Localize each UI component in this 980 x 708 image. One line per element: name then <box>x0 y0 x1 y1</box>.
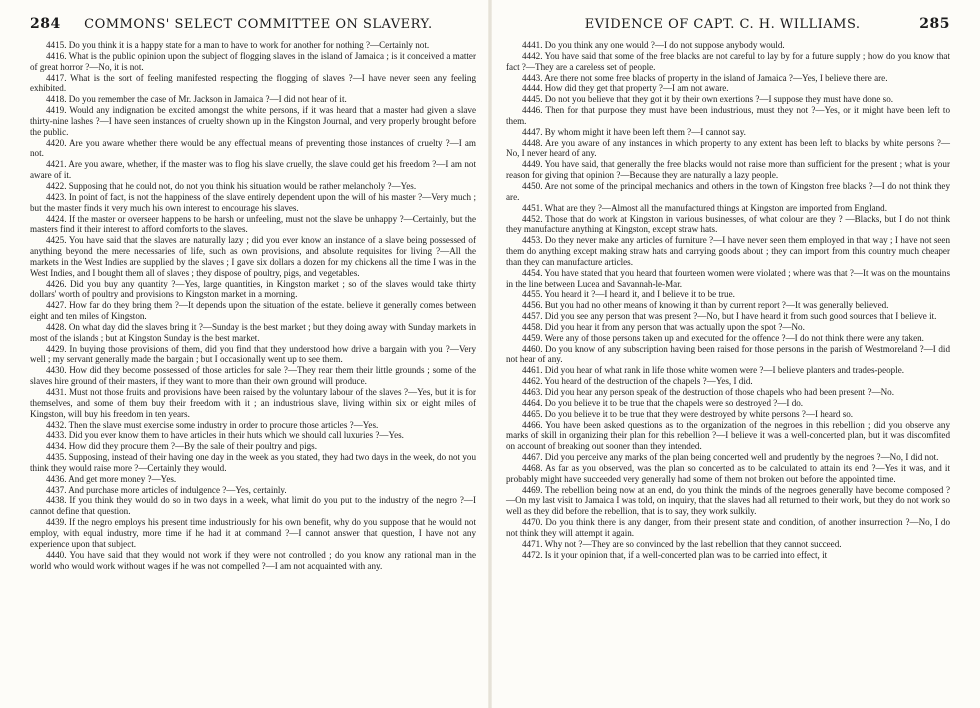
right-running-head: EVIDENCE OF CAPT. C. H. WILLIAMS. <box>584 17 861 32</box>
testimony-entry: 4421. Are you aware, whether, if the master was to flog his slave cruelly, the slave could get his freedom ?—I am not aware of it. <box>30 159 476 181</box>
testimony-entry: 4446. Then for that purpose they must have been industrious, must they not ?—Yes, or it might have been left to them. <box>506 105 950 126</box>
testimony-entry: 4458. Did you hear it from any person that was actually upon the spot ?—No. <box>522 321 805 332</box>
testimony-entry: 4433. Did you ever know them to have articles in their huts which we should call luxuries ?—Yes. <box>46 430 404 441</box>
testimony-entry: 4444. How did they get that property ?—I am not aware. <box>522 83 729 94</box>
left-page-number: 284 <box>30 16 61 32</box>
right-page-entries <box>506 40 950 561</box>
testimony-entry: 4422. Supposing that he could not, do not you think his situation would be rather melancholy ?—Yes. <box>46 180 417 191</box>
testimony-entry: 4468. As far as you observed, was the plan so concerted as to be calculated to attain its end ?—Yes it was, and it probably might have succeeded very generally had some of them not broken out before the appointed time. <box>506 462 950 484</box>
testimony-entry: 4471. Why not ?—They are so convinced by the last rebellion that they cannot succeed. <box>522 538 842 549</box>
testimony-entry: 4450. Are not some of the principal mechanics and others in the town of Kingston free blacks ?—I do not think they are. <box>506 180 950 202</box>
left-running-head: COMMONS' SELECT COMMITTEE ON SLAVERY. <box>84 17 433 32</box>
testimony-entry: 4427. How far do they bring them ?—It depends upon the situation of the estate. believe it generally comes between eight and ten miles of Kingston. <box>30 300 476 322</box>
testimony-entry: 4445. Do not you believe that they got it by their own exertions ?—I suppose they must have done so. <box>522 94 894 105</box>
testimony-entry: 4470. Do you think there is any danger, from their present state and condition, of another insurrection ?—No, I do not think they will attempt it again. <box>506 517 950 538</box>
testimony-entry: 4472. Is it your opinion that, if a well-concerted plan was to be carried into effect, it <box>522 549 828 560</box>
testimony-entry: 4416. What is the public opinion upon the subject of flogging slaves in the island of Jamaica ; is it conceived a matter of great horror ?—No, it is not. <box>30 50 476 72</box>
testimony-entry: 4418. Do you remember the case of Mr. Jackson in Jamaica ?—I did not hear of it. <box>46 94 347 105</box>
testimony-entry: 4434. How did they procure them ?—By the sale of their poultry and pigs. <box>46 441 317 452</box>
testimony-entry: 4443. Are there not some free blacks of property in the island of Jamaica ?—Yes, I believe there are. <box>522 72 888 83</box>
testimony-entry: 4420. Are you aware whether there would be any effectual means of preventing those instances of cruelty ?—I am not. <box>30 137 476 159</box>
testimony-entry: 4463. Did you hear any person speak of the destruction of those chapels who had been present ?—No. <box>522 387 894 397</box>
testimony-entry: 4435. Supposing, instead of their having one day in the week as you stated, they had two days in the week, do not you think they would raise more ?—Certainly they would. <box>30 452 476 473</box>
testimony-entry: 4440. You have said that they would not work if they were not controlled ; do you know any rational man in the world who would work without wages if he was not compelled ?—I am not acquainted with any. <box>30 549 476 571</box>
testimony-entry: 4452. Those that do work at Kingston in various businesses, of what colour are they ? —Blacks, but I do not think they manufacture anything at Kingston, except straw hats. <box>506 213 950 235</box>
testimony-entry: 4464. Do you believe it to be true that the chapels were so destroyed ?—I do. <box>522 397 804 408</box>
testimony-entry: 4465. Do you believe it to be true that they were destroyed by white persons ?—I heard so. <box>522 408 854 419</box>
testimony-entry: 4457. Did you see any person that was present ?—No, but I have heard it from such good sources that I believe it. <box>522 311 937 322</box>
testimony-entry: 4451. What are they ?—Almost all the manufactured things at Kingston are imported from England. <box>522 202 888 213</box>
testimony-entry: 4425. You have said that the slaves are naturally lazy ; did you ever know an instance of a slave being possessed of anything beyond the mere necessaries of life, such as own provisions, and absolute requisites for living ?—All the markets in the West Indies are supplied by the slaves ; I gave six dollars a dozen for my chickens all the time I was in the West Indies, and I bought them all of slaves ; they dispose of poultry, pigs, and vegetables. <box>30 235 476 278</box>
testimony-entry: 4459. Were any of those persons taken up and executed for the offence ?—I do not think there were any taken. <box>522 332 924 343</box>
testimony-entry: 4461. Did you hear of what rank in life those white women were ?—I believe planters and trades-people. <box>522 365 905 376</box>
testimony-entry: 4441. Do you think any one would ?—I do not suppose anybody would. <box>522 40 785 50</box>
testimony-entry: 4469. The rebellion being now at an end, do you think the minds of the negroes generally have become composed ?—On my last visit to Jamaica I was told, on inquiry, that the slaves had all returned to their work, but they do not work so well as they did before the rebellion, that is to say, they work sulkily. <box>506 484 950 517</box>
testimony-entry: 4454. You have stated that you heard that fourteen women were violated ; where was that ?—It was on the mountains in the line between Lucea and Savannah-le-Mar. <box>506 267 950 289</box>
testimony-entry: 4424. If the master or overseer happens to be harsh or unfeeling, must not the slave be unhappy ?—Certainly, but the masters find it their interest to afford comforts to the slaves. <box>30 213 476 235</box>
testimony-entry: 4417. What is the sort of feeling manifested respecting the flogging of slaves ?—I have never seen any feeling exhibited. <box>30 72 476 94</box>
testimony-entry: 4415. Do you think it is a happy state for a man to have to work for another for nothing ?—Certainly not. <box>46 40 430 50</box>
testimony-entry: 4423. In point of fact, is not the happiness of the slave entirely dependent upon the will of his master ?—Very much ; but the master finds it very much his own interest to encourage his slaves. <box>30 191 476 213</box>
testimony-entry: 4430. How did they become possessed of those articles for sale ?—They rear them their little grounds ; some of the slaves hire ground of their masters, if they want to more than their own ground will produce. <box>30 365 476 387</box>
testimony-entry: 4438. If you think they would do so in two days in a week, what limit do you put to the industry of the negro ?—I cannot define that question. <box>30 495 476 517</box>
testimony-entry: 4437. And purchase more articles of indulgence ?—Yes, certainly. <box>46 484 287 495</box>
left-page-header <box>30 16 476 32</box>
testimony-entry: 4449. You have said, that generally the free blacks would not raise more than sufficient for the present ; what is your reason for giving that opinion ?—Because they are naturally a lazy people. <box>506 159 950 181</box>
right-page-number: 285 <box>919 16 950 32</box>
right-page-header <box>506 16 950 32</box>
testimony-entry: 4462. You heard of the destruction of the chapels ?—Yes, I did. <box>522 376 753 387</box>
testimony-entry: 4460. Do you know of any subscription having been raised for those persons in the parish of Westmoreland ?—I did not hear of any. <box>506 343 950 365</box>
page-gutter <box>488 0 492 708</box>
testimony-entry: 4431. Must not those fruits and provisions have been raised by the voluntary labour of the slaves ?—Yes, but it is for themselves, and some of them buy their freedom with it ; an industrious slave, living within six or eight miles of Kingston, will buy his freedom in ten years. <box>30 387 476 419</box>
testimony-entry: 4436. And get more money ?—Yes. <box>46 473 177 484</box>
testimony-entry: 4448. Are you aware of any instances in which property to any extent has been left to blacks by white persons ?—No, I never heard of any. <box>506 137 950 159</box>
testimony-entry: 4466. You have been asked questions as to the organization of the negroes in this rebellion ; did you observe any marks of skill in organizing their plan for this rebellion ?—I believe it was a well-concerted plan, but it was discomfited on account of breaking out sooner than they intended. <box>506 419 950 452</box>
testimony-entry: 4447. By whom might it have been left them ?—I cannot say. <box>522 126 746 137</box>
testimony-entry: 4428. On what day did the slaves bring it ?—Sunday is the best market ; but they doing away with Sunday markets in most of the islands ; but at Kingston Sunday is the best market. <box>30 321 476 343</box>
right-page <box>490 0 980 708</box>
testimony-entry: 4455. You heard it ?—I heard it, and I believe it to be true. <box>522 289 735 300</box>
testimony-entry: 4442. You have said that some of the free blacks are not careful to lay by for a future supply ; how do you know that fact ?—They are a careless set of people. <box>506 50 950 72</box>
testimony-entry: 4453. Do they never make any articles of furniture ?—I have never seen them employed in that way ; I have not seen them do anything except making straw hats and carrying goods about ; they can import from this country much cheaper than they can manufacture articles. <box>506 235 950 267</box>
testimony-entry: 4439. If the negro employs his present time industriously for his own benefit, why do you suppose that he would not employ, with equal industry, more time if he had it at command ?—I cannot answer that question, I have not any experience upon that subject. <box>30 517 476 549</box>
testimony-entry: 4426. Did you buy any quantity ?—Yes, large quantities, in Kingston market ; so of the slaves would take thirty dollars' worth of poultry and provisions to Kingston market in a morning. <box>30 278 476 300</box>
testimony-entry: 4467. Did you perceive any marks of the plan being concerted well and prudently by the negroes ?—No, I did not. <box>522 452 939 463</box>
testimony-entry: 4429. In buying those provisions of them, did you find that they understood how drive a bargain with you ?—Very well ; my servant generally made the bargain ; but I occasionally went up to see them. <box>30 343 476 365</box>
testimony-entry: 4456. But you had no other means of knowing it than by current report ?—It was generally believed. <box>522 300 889 311</box>
left-page-entries <box>30 40 476 571</box>
testimony-entry: 4432. Then the slave must exercise some industry in order to procure those articles ?—Yes. <box>46 419 379 430</box>
testimony-entry: 4419. Would any indignation be excited amongst the white persons, if it was heard that a master had given a slave thirty-nine lashes ?—I have seen instances of cruelty shown up in the Kingston Journal, and very properly brought before the public. <box>30 105 476 137</box>
